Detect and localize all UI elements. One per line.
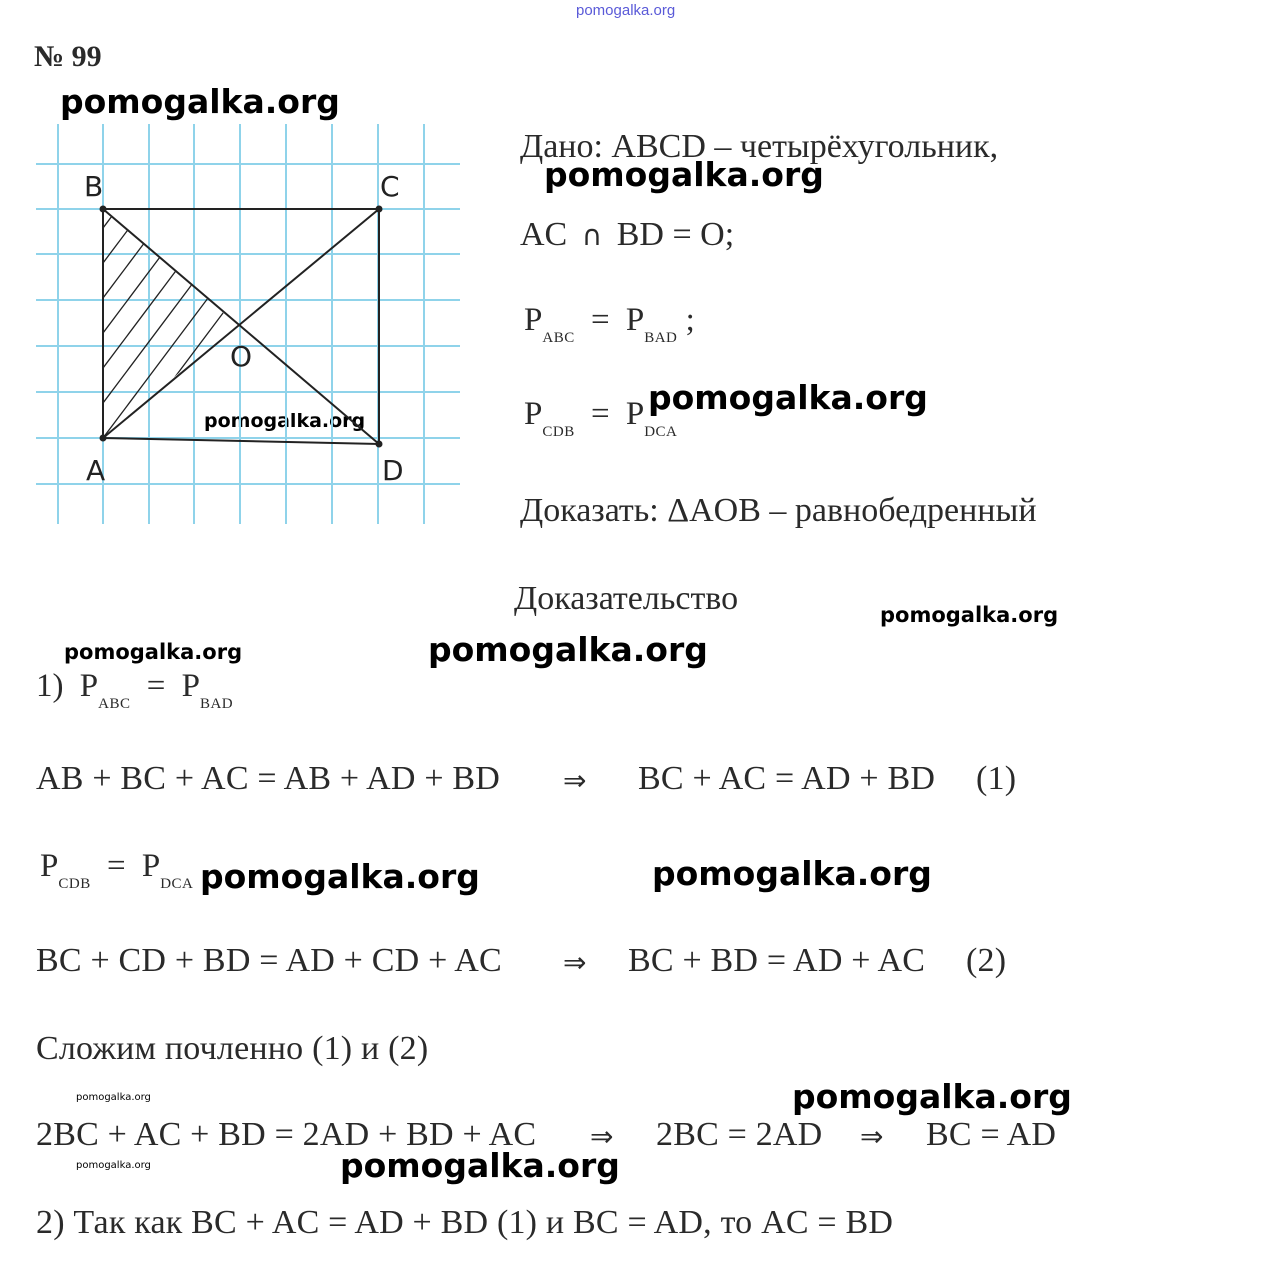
perimeter-sub: DCA — [160, 876, 194, 892]
quadrilateral-diagram — [36, 124, 460, 524]
perimeter-sub: ABC — [98, 696, 131, 712]
watermark: pomogalka.org — [60, 82, 340, 121]
given-perimeter-1 — [524, 302, 695, 347]
equals-sign: = — [590, 396, 610, 432]
watermark: pomogalka.org — [204, 410, 366, 432]
perimeter-symbol: P — [141, 848, 161, 884]
equation-1-right: BC + AC = AD + BD — [638, 760, 936, 797]
perimeter-sub: DCA — [644, 424, 678, 440]
perimeter-sub: BAD — [199, 696, 234, 712]
proof-step-1 — [36, 668, 233, 713]
perimeter-symbol: P — [625, 396, 645, 432]
label-b: B — [84, 170, 104, 203]
perimeter-sub: BAD — [644, 330, 678, 346]
watermark: pomogalka.org — [880, 603, 1059, 627]
label-o: O — [230, 340, 253, 373]
problem-number: № 99 — [34, 40, 102, 73]
perimeter-symbol: P — [625, 302, 645, 338]
watermark: pomogalka.org — [200, 857, 480, 896]
point-a — [100, 435, 107, 442]
proof-step-2: 2) Так как BC + AC = AD + BD (1) и BC = AD, то AC = BD — [36, 1204, 894, 1241]
perimeter-symbol: P — [40, 848, 59, 884]
add-equations-text: Сложим почленно (1) и (2) — [36, 1030, 429, 1067]
watermark: pomogalka.org — [428, 630, 708, 669]
equation-3-mid: 2BC = 2AD — [656, 1116, 823, 1153]
perimeter-symbol: P — [79, 668, 99, 704]
intersection-symbol: ∩ — [581, 219, 603, 252]
equation-3-left: 2BC + AC + BD = 2AD + BD + AC — [36, 1116, 537, 1153]
watermark: pomogalka.org — [76, 1160, 151, 1171]
watermark-top[interactable]: pomogalka.org — [576, 2, 676, 19]
equation-2-tag: (2) — [966, 942, 1007, 979]
prove-statement: Доказать: ΔAOB – равнобедренный — [520, 492, 1037, 529]
implies-arrow: ⇒ — [860, 1120, 884, 1153]
equation-1-left: AB + BC + AC = AB + AD + BD — [36, 760, 501, 797]
perimeter-symbol: P — [524, 396, 543, 432]
watermark: pomogalka.org — [792, 1077, 1072, 1116]
given-line-2 — [520, 216, 734, 254]
watermark: pomogalka.org — [64, 640, 243, 664]
hatching — [76, 149, 346, 509]
equals-sign: = — [106, 848, 126, 884]
perimeter-symbol: P — [524, 302, 543, 338]
equation-2-left: BC + CD + BD = AD + CD + AC — [36, 942, 502, 979]
equation-2-right: BC + BD = AD + AC — [628, 942, 926, 979]
perimeter-sub: ABC — [542, 330, 575, 346]
point-c — [376, 206, 383, 213]
watermark: pomogalka.org — [340, 1146, 620, 1185]
watermark: pomogalka.org — [652, 854, 932, 893]
label-d: D — [382, 454, 404, 487]
implies-arrow: ⇒ — [563, 764, 587, 797]
watermark: pomogalka.org — [544, 155, 824, 194]
watermark: pomogalka.org — [648, 378, 928, 417]
perimeter-sub: CDB — [542, 424, 575, 440]
proof-heading: Доказательство — [514, 580, 739, 617]
watermark: pomogalka.org — [76, 1092, 151, 1103]
equals-sign: = — [590, 302, 610, 338]
implies-arrow: ⇒ — [590, 1120, 614, 1153]
label-a: A — [86, 454, 106, 487]
given-perimeter-2 — [524, 396, 677, 441]
given-bd-o: BD = O; — [616, 216, 735, 253]
point-d — [376, 441, 383, 448]
semicolon: ; — [685, 302, 695, 338]
implies-arrow: ⇒ — [563, 946, 587, 979]
equals-sign: = — [146, 668, 166, 704]
given-line-1: Дано: ABCD – четырёхугольник, — [520, 128, 999, 165]
perimeter-equality-2 — [40, 848, 193, 893]
given-ac: AC — [520, 216, 568, 253]
perimeter-sub: CDB — [58, 876, 91, 892]
point-b — [100, 206, 107, 213]
perimeter-symbol: P — [181, 668, 200, 704]
equation-1-tag: (1) — [976, 760, 1017, 797]
equation-3-right: BC = AD — [926, 1116, 1057, 1153]
label-c: C — [380, 170, 400, 203]
step-number: 1) — [36, 668, 64, 704]
